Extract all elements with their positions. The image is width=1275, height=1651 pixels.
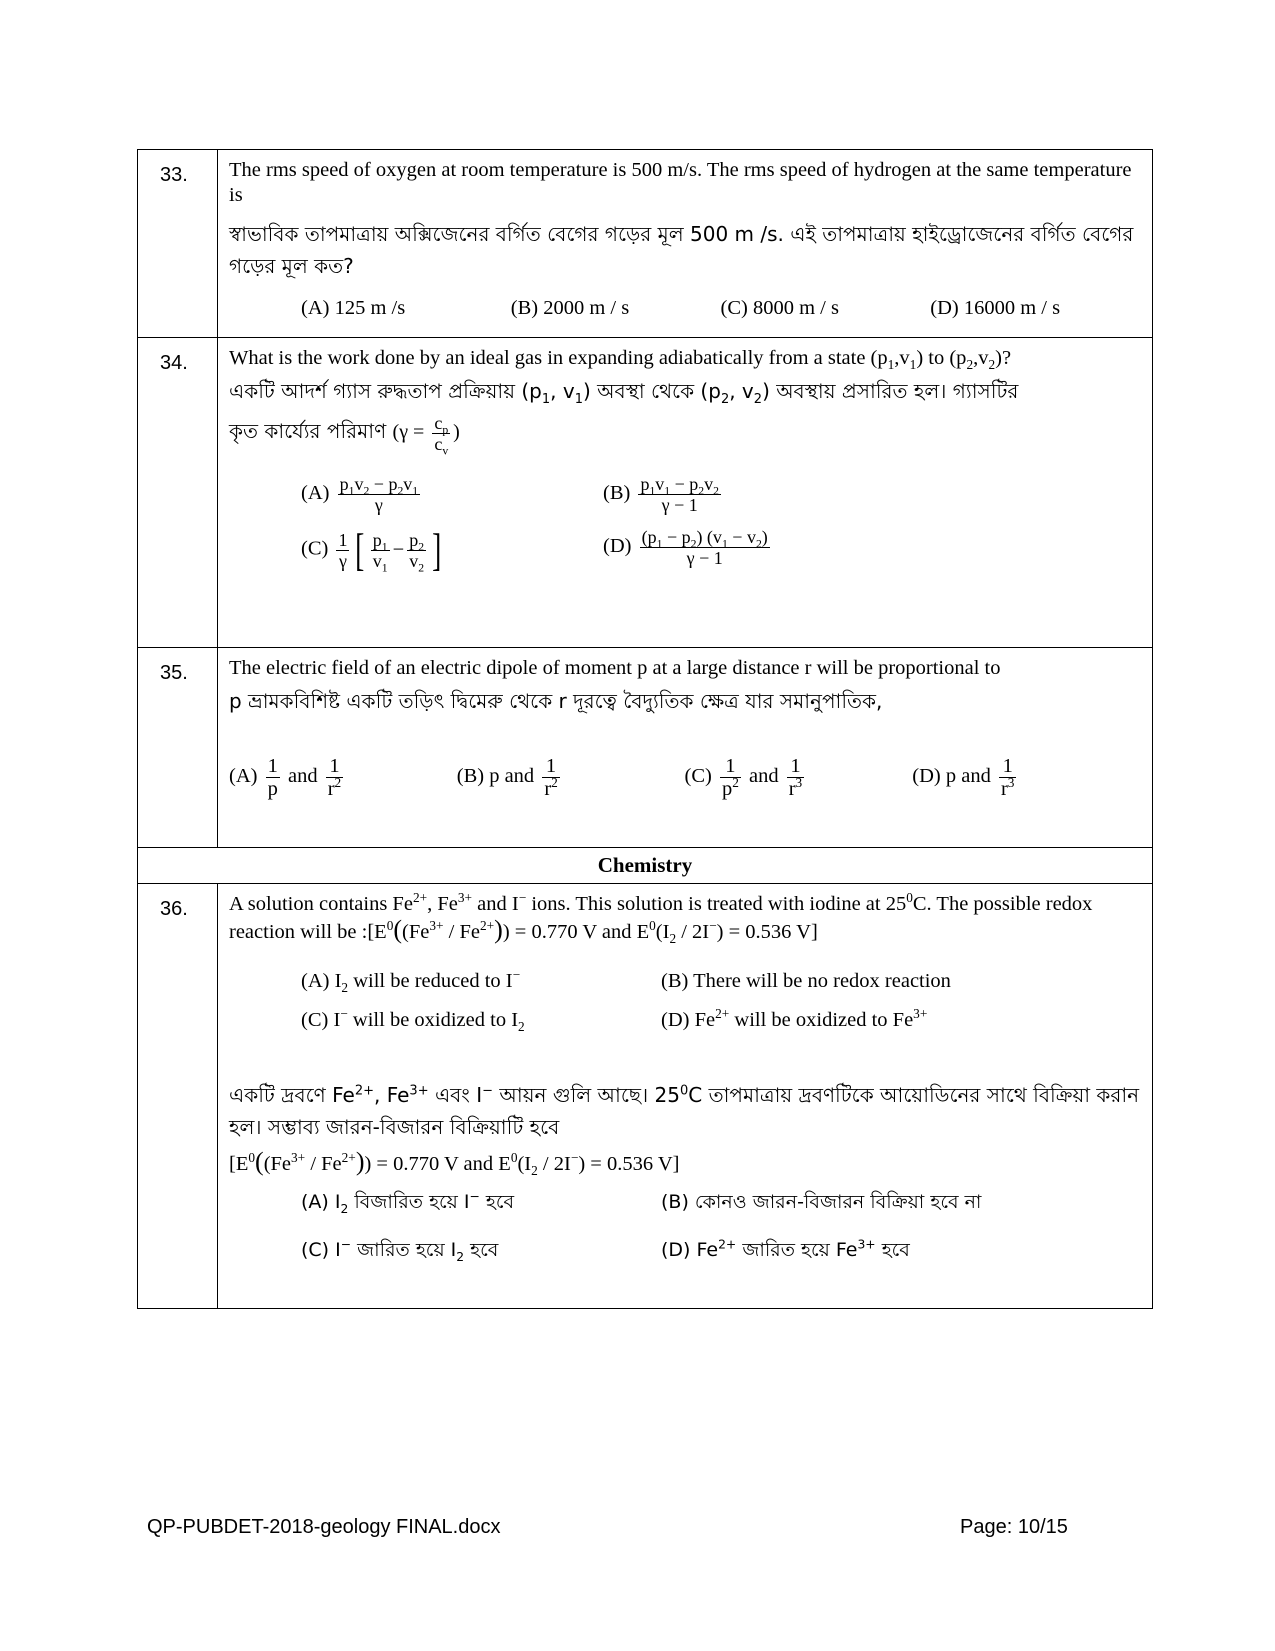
question-text-en: The rms speed of oxygen at room temperature is 500 m/s. The rms speed of hydrogen at the same temperature is [229,159,1132,206]
option-a[interactable]: (A) $\frac{p_1v_2 - p_2v_1}{\gamma}$ [301,474,419,515]
option-a[interactable]: (A) $\frac{1}{p}$ and $\frac{1}{r^2}$ [229,755,342,800]
question-text-en: A solution contains $Fe^{2+}$, $Fe^{3+}$ and I− ions. This solution is treated with iodine at $25^0C$. The possible redox reaction will be $:[E^0((Fe^{3+} / Fe^{2+})) = 0.770$ V and $E^0(I_2 / 2I^-) = 0.536$ V] [229,890,1093,947]
option-b-bn[interactable]: (B) কোনও জারন-বিজারন বিক্রিয়া হবে না [661,1191,982,1213]
option-d[interactable]: (D) 16000 m / s [930,297,1061,319]
option-a[interactable]: (A) 125 m /s [301,297,406,319]
question-row-33 [138,150,1153,338]
option-b[interactable]: (B) 2000 m / s [510,297,630,319]
question-row-34 [138,338,1153,648]
question-body-36 [218,884,1153,1309]
option-c[interactable]: (C) 8000 m / s [720,297,839,319]
section-heading: Chemistry [138,848,1153,884]
question-body-34 [218,338,1153,648]
question-number: 34. [138,338,218,648]
option-b[interactable]: (B) There will be no redox reaction [661,970,951,992]
option-d[interactable]: (D) p and $\frac{1}{r^3}$ [912,755,1015,800]
question-body-35 [218,648,1153,848]
question-row-35 [138,648,1153,848]
footer-filename: QP-PUBDET-2018-geology FINAL.docx [147,1516,501,1538]
question-text-bn: একটি দ্রবণে $Fe^{2+}$, $Fe^{3+}$ এবং I− আয়ন গুলি আছে। $25^0C$ তাপমাত্রায় দ্রবণটিকে আয়োডিনের সাথে বিক্রিয়া করান হল। সম্ভাব্য জারন-বিজারন বিক্রিয়াটি হবে [229,1083,1140,1139]
question-text-bn: স্বাভাবিক তাপমাত্রায় অক্সিজেনের বর্গিত বেগের গড়ের মূল 500 m /s. এই তাপমাত্রায় হাইড্রোজেনের বর্গিত বেগের গড়ের মূল কত? [229,222,1134,278]
option-d-bn[interactable]: (D) $Fe^{2+}$ জারিত হয়ে $Fe^{3+}$ হবে [661,1237,910,1261]
option-b[interactable]: (B) p and $\frac{1}{r^2}$ [456,755,558,800]
section-row [138,848,1153,884]
option-a-bn[interactable]: (A) $I_2$ বিজারিত হয়ে I− হবে [301,1189,515,1216]
option-b[interactable]: (B) $\frac{p_1v_1 - p_2v_2}{\gamma - 1}$ [603,474,719,515]
options [229,755,1140,800]
options [301,474,1140,573]
question-text-en: What is the work done by an ideal gas in expanding adiabatically from a state $(p_1,v_1)$ to $(p_2,v_2)$? [229,347,1012,373]
question-number: 35. [138,648,218,848]
question-number: 36. [138,884,218,1309]
options [301,296,1140,321]
question-text-bn: p ভ্রামকবিশিষ্ট একটি তড়িৎ দ্বিমেরু থেকে r দূরত্বে বৈদ্যুতিক ক্ষেত্র যার সমানুপাতিক, [229,689,883,713]
option-c[interactable]: (C) $\frac{1}{p^2}$ and $\frac{1}{r^3}$ [684,755,803,800]
options-bn [301,1185,1140,1267]
option-a[interactable]: (A) $I_2$ will be reduced to I− [301,967,521,996]
question-table [137,149,1153,1309]
question-body-33 [218,150,1153,338]
option-c[interactable]: (C) I− will be oxidized to $I_2$ [301,1006,525,1035]
options-en [301,969,1140,1033]
gamma-fraction: $\frac{c_p}{c_v}$ [434,413,449,458]
footer-page-number: Page: 10/15 [960,1516,1068,1538]
question-row-36 [138,884,1153,1309]
option-c-bn[interactable]: (C) I− জারিত হয়ে $I_2$ হবে [301,1237,499,1264]
option-d[interactable]: (D) $Fe^{2+}$ will be oxidized to $Fe^{3+}$ [661,1006,928,1031]
question-text-en: The electric field of an electric dipole of moment p at a large distance r will be proportional to [229,657,1001,679]
question-text-bn-2: কৃত কার্য্যের পরিমাণ (γ = $\frac{c_p}{c_v}$ ) [229,413,460,458]
option-c[interactable]: (C) $\frac{1}{\gamma}$ [ $\frac{p_1}{v_1}$ − $\frac{p_2}{v_2}$ ] [301,524,442,575]
question-number: 33. [138,150,218,338]
question-text-bn: একটি আদর্শ গ্যাস রুদ্ধতাপ প্রক্রিয়ায় ($p_1$, $v_1$) অবস্থা থেকে ($p_2$, $v_2$) অবস্থায় প্রসারিত হল। গ্যাসটির [229,379,1019,407]
potential-line: [$E^0((Fe^{3+} / Fe^{2+})) = 0.770$ V and $E^0(I_2 / 2I^-) = 0.536$ V] [229,1147,680,1179]
option-d[interactable]: (D) $\frac{(p_1 - p_2) (v_1 - v_2)}{\gamma - 1}$ [603,527,768,568]
